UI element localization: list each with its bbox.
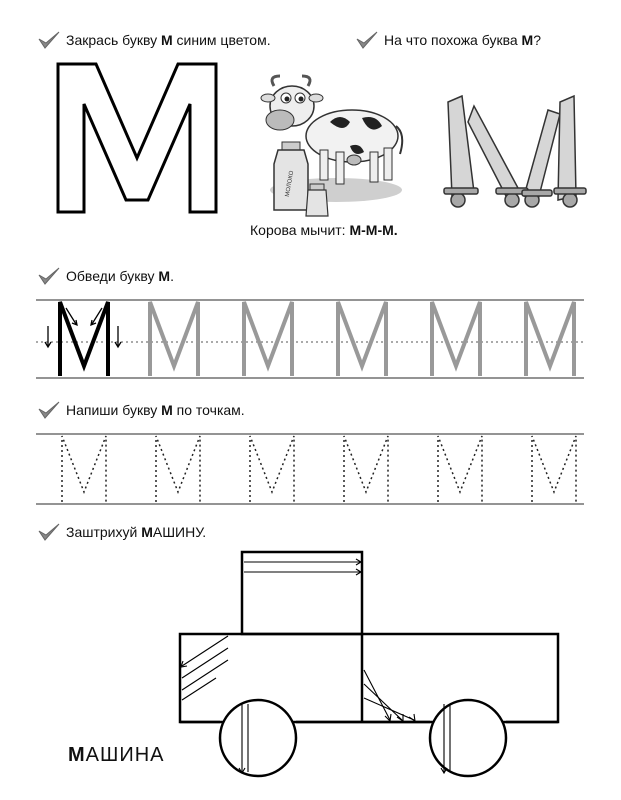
car-outline[interactable] bbox=[176, 548, 562, 798]
milk-can-image bbox=[268, 140, 332, 220]
dotted-letters-line[interactable] bbox=[36, 430, 586, 508]
task-text-end: АШИНУ. bbox=[152, 524, 207, 540]
task-text: Заштрихуй bbox=[66, 524, 142, 540]
task-text-end: ? bbox=[533, 32, 541, 48]
task-similar bbox=[356, 30, 541, 50]
checkmark-icon bbox=[38, 400, 60, 420]
checkmark-icon bbox=[38, 266, 60, 286]
checkmark-icon bbox=[38, 30, 60, 50]
big-letter-outline[interactable] bbox=[52, 60, 222, 216]
task-letter: М bbox=[160, 32, 173, 48]
swords-letter-image bbox=[440, 92, 590, 210]
task-text-end: по точкам. bbox=[172, 402, 245, 418]
caption-sound: М-М-М. bbox=[349, 222, 398, 238]
milk-can-label: МОЛОКО bbox=[284, 170, 296, 198]
checkmark-icon bbox=[38, 522, 60, 542]
task-text: На что похожа буква bbox=[384, 32, 522, 48]
cow-caption bbox=[250, 222, 398, 238]
checkmark-icon bbox=[356, 30, 378, 50]
task-text: Обведи букву bbox=[66, 268, 159, 284]
word-label bbox=[68, 744, 165, 767]
trace-line[interactable] bbox=[36, 294, 586, 382]
task-shade bbox=[38, 522, 206, 542]
task-letter: М bbox=[158, 268, 171, 284]
task-dots bbox=[38, 400, 245, 420]
task-letter: М bbox=[141, 524, 153, 540]
task-text-end: синим цветом. bbox=[172, 32, 271, 48]
caption-text: Корова мычит: bbox=[250, 222, 350, 238]
word-rest: АШИНА bbox=[85, 744, 165, 766]
task-text: Напиши букву bbox=[66, 402, 162, 418]
word-first-letter: М bbox=[68, 744, 86, 766]
task-letter: М bbox=[161, 402, 173, 418]
task-text-end: . bbox=[170, 268, 174, 284]
task-text: Закрась букву bbox=[66, 32, 161, 48]
task-letter: М bbox=[521, 32, 534, 48]
task-color-letter bbox=[38, 30, 271, 50]
task-trace bbox=[38, 266, 174, 286]
